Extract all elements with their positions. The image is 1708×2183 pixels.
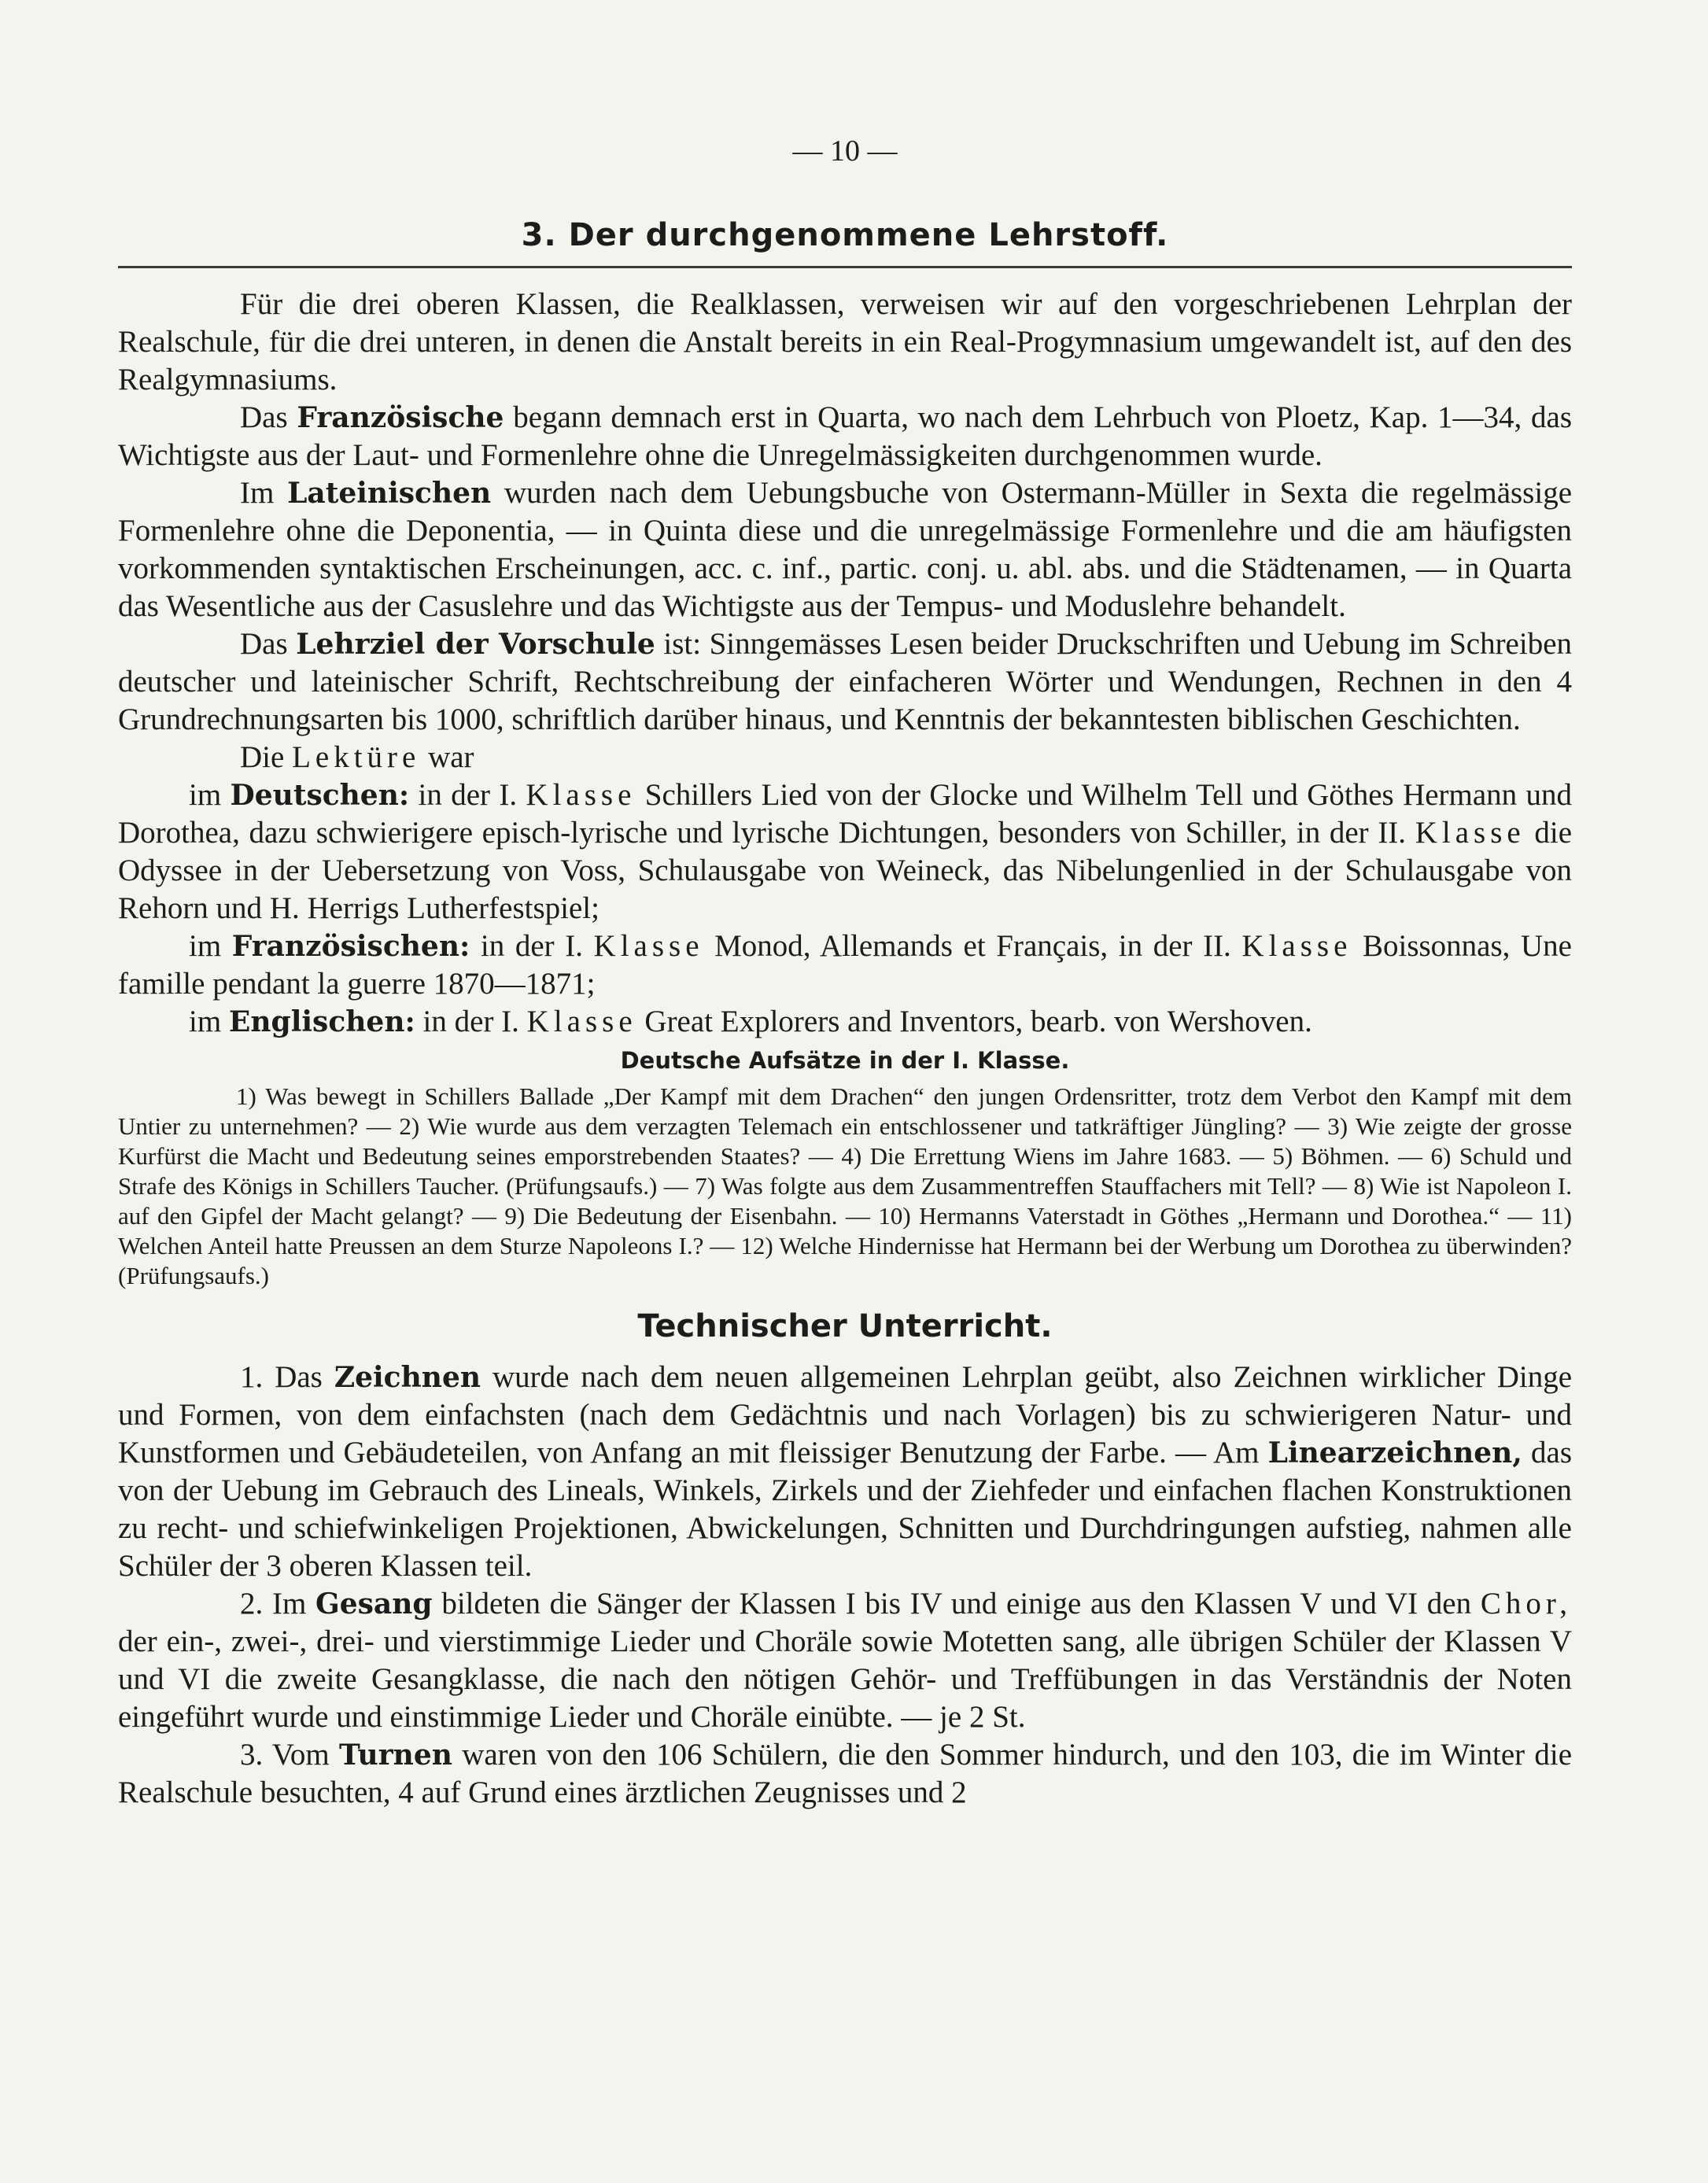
klasse-word: Klasse — [1415, 816, 1525, 850]
text: Boissonnas, Une famille pendant la guerre 1870—1871; — [118, 929, 1572, 1001]
tech-heading: Technischer Unterricht. — [637, 1308, 1053, 1344]
page-number: — 10 — — [792, 135, 898, 168]
text: wurden nach dem Uebungsbuche von Ostermann-Müller in Sexta die regelmässige Formenlehre ohne die Deponentia, — in Quinta diese und die unregelmässige Formenlehre und die am häufigsten vorkommenden syntaktischen Erscheinungen, acc. c. inf., partic. conj. u. abl. abs. und die Städtenamen, — in Quarta das Wesentliche aus der Casuslehre und das Wichtigste aus der Tempus- und Moduslehre behandelt. — [118, 476, 1573, 623]
text: Die — [240, 740, 285, 774]
text: im — [189, 1005, 222, 1038]
lektuere-word: Lektüre — [292, 740, 421, 774]
text: Schillers Lied von der Glocke und Wilhelm Tell und Göthes Hermann und Dorothea, dazu schwierigere episch-lyrische und lyrische Dichtungen, besonders von Schiller, in der II. — [118, 778, 1573, 850]
text: ist: Sinngemässes Lesen beider Druckschriften und Uebung im Schreiben deutscher und lateinischer Schrift, Rechtschreibung der einfacheren Wörter und Wendungen, Rechnen in den 4 Grundrechnungsarten bis 1000, schriftlich darüber hinaus, und Kenntnis der bekanntesten biblischen Geschichten. — [118, 627, 1573, 736]
franzoesisch-paragraph — [118, 399, 1572, 474]
text: die Odyssee in der Uebersetzung von Voss, Schulausgabe von Weineck, das Nibelungenlied in der Schulausgabe von Rehorn und H. Herrigs Lutherfestspiel; — [118, 816, 1573, 925]
aufsaetze-list: 1) Was bewegt in Schillers Ballade „Der Kampf mit dem Drachen“ den jungen Ordensritter, trotz dem Verbot den Kampf mit dem Untier zu unternehmen? — 2) Wie wurde aus dem verzagten Telemach ein entschlossener und tatkräftiger Jüngling? — 3) Wie zeigte der grosse Kurfürst die Macht und Bedeutung seines emporstrebenden Staates? — 4) Die Errettung Wiens im Jahre 1683. — 5) Böhmen. — 6) Schuld und Strafe des Königs in Schillers Taucher. (Prüfungsaufs.) — 7) Was folgte aus dem Zusammentreffen Stauffachers mit Tell? — 8) Wie ist Napoleon I. auf den Gipfel der Macht gelangt? — 9) Die Bedeutung der Eisenbahn. — 10) Hermanns Vaterstadt in Göthes „Hermann und Dorothea.“ — 11) Welchen Anteil hatte Preussen an dem Sturze Napoleons I.? — 12) Welche Hindernisse hat Hermann bei der Werbung um Dorothea zu überwinden? (Prüfungsaufs.) — [118, 1082, 1572, 1289]
aufsaetze-heading: Deutsche Aufsätze in der I. Klasse. — [620, 1047, 1070, 1074]
text: Das — [240, 627, 288, 661]
subject-gesang: Gesang — [315, 1587, 433, 1621]
klasse-word: Klasse — [1241, 929, 1352, 963]
text: Great Explorers and Inventors, bearb. von Wershoven. — [644, 1005, 1312, 1038]
text: wurde nach dem neuen allgemeinen Lehrplan geübt, also Zeichnen wirklicher Dinge und Formen, von dem einfachsten (nach dem Gedächtnis und nach Vorlagen) bis zu schwierigeren Natur- und Kunstformen und Gebäudeteilen, von Anfang an mit fleissiger Benutzung der Farbe. — Am — [118, 1360, 1573, 1469]
text: Im — [240, 476, 275, 510]
gesang-paragraph — [118, 1585, 1572, 1736]
subject-englisch: Englischen: — [228, 1005, 415, 1038]
text: in der I. — [422, 1005, 519, 1038]
klasse-word: Klasse — [526, 1005, 637, 1038]
lektuere-englisch — [118, 1003, 1572, 1041]
text: war — [428, 740, 474, 774]
text: begann demnach erst in Quarta, wo nach dem Lehrbuch von Ploetz, Kap. 1—34, das Wichtigste aus der Laut- und Formenlehre ohne die Unregelmässigkeiten durchgenommen wurde. — [118, 400, 1573, 472]
text: bildeten die Sänger der Klassen I bis IV und einige aus den Klassen V und VI den — [441, 1587, 1472, 1621]
section-title: 3. Der durchgenommene Lehrstoff. — [521, 217, 1169, 253]
text: im — [189, 778, 222, 812]
text: Das — [240, 400, 288, 434]
subject-deutsch: Deutschen: — [230, 779, 410, 812]
latein-paragraph — [118, 474, 1572, 625]
text: im — [189, 929, 222, 963]
heading-rule — [118, 266, 1572, 268]
text: der ein-, zwei-, drei- und vierstimmige Lieder und Choräle sowie Motetten sang, alle übrigen Schüler der Klassen V und VI die zweite Gesangklasse, die nach den nötigen Gehör- und Treffübungen in das Verständnis der Noten eingeführt wurde und einstimmige Lieder und Choräle einübte. — je 2 St. — [118, 1624, 1572, 1734]
text: 2. Im — [240, 1587, 307, 1621]
lektuere-deutsch — [118, 776, 1572, 927]
subject-vorschule: Lehrziel der Vorschule — [296, 628, 655, 661]
zeichnen-paragraph — [118, 1359, 1572, 1585]
subject-linearzeichnen: Linearzeichnen, — [1267, 1436, 1522, 1469]
text: waren von den 106 Schülern, die den Sommer hindurch, und den 103, die im Winter die Realschule besuchten, 4 auf Grund eines ärztlichen Zeugnisses und 2 — [118, 1738, 1573, 1809]
lektuere-franzoesisch — [118, 927, 1572, 1003]
text: 1. Das — [240, 1360, 323, 1394]
subject-latein: Lateinischen — [287, 477, 492, 510]
document-page — [118, 134, 1572, 1812]
lektuere-intro — [118, 739, 1572, 776]
vorschule-paragraph — [118, 625, 1572, 739]
text: das von der Uebung im Gebrauch des Lineals, Winkels, Zirkels und der Ziehfeder und einfachen flachen Konstruktionen zu recht- und schiefwinkeligen Projektionen, Abwickelungen, Schnitten und Durchdringungen aufstieg, nahmen alle Schüler der 3 oberen Klassen teil. — [118, 1436, 1573, 1583]
text: Monod, Allemands et Français, in der II. — [714, 929, 1231, 963]
subject-turnen: Turnen — [339, 1739, 452, 1772]
text: 3. Vom — [240, 1738, 330, 1772]
subject-franzoesisch: Französische — [297, 401, 504, 434]
chor-word: Chor, — [1480, 1587, 1573, 1621]
text: in der I. — [418, 778, 518, 812]
text: in der I. — [480, 929, 583, 963]
intro-paragraph: Für die drei oberen Klassen, die Realklassen, verweisen wir auf den vorgeschriebenen Lehrplan der Realschule, für die drei unteren, in denen die Anstalt bereits in ein Real-Progymnasium umgewandelt ist, auf den des Realgymnasiums. — [118, 287, 1572, 396]
klasse-word: Klasse — [526, 778, 636, 812]
turnen-paragraph — [118, 1736, 1572, 1812]
klasse-word: Klasse — [593, 929, 704, 963]
subject-franzoesisch-lektuere: Französischen: — [231, 930, 470, 963]
subject-zeichnen: Zeichnen — [334, 1361, 481, 1394]
